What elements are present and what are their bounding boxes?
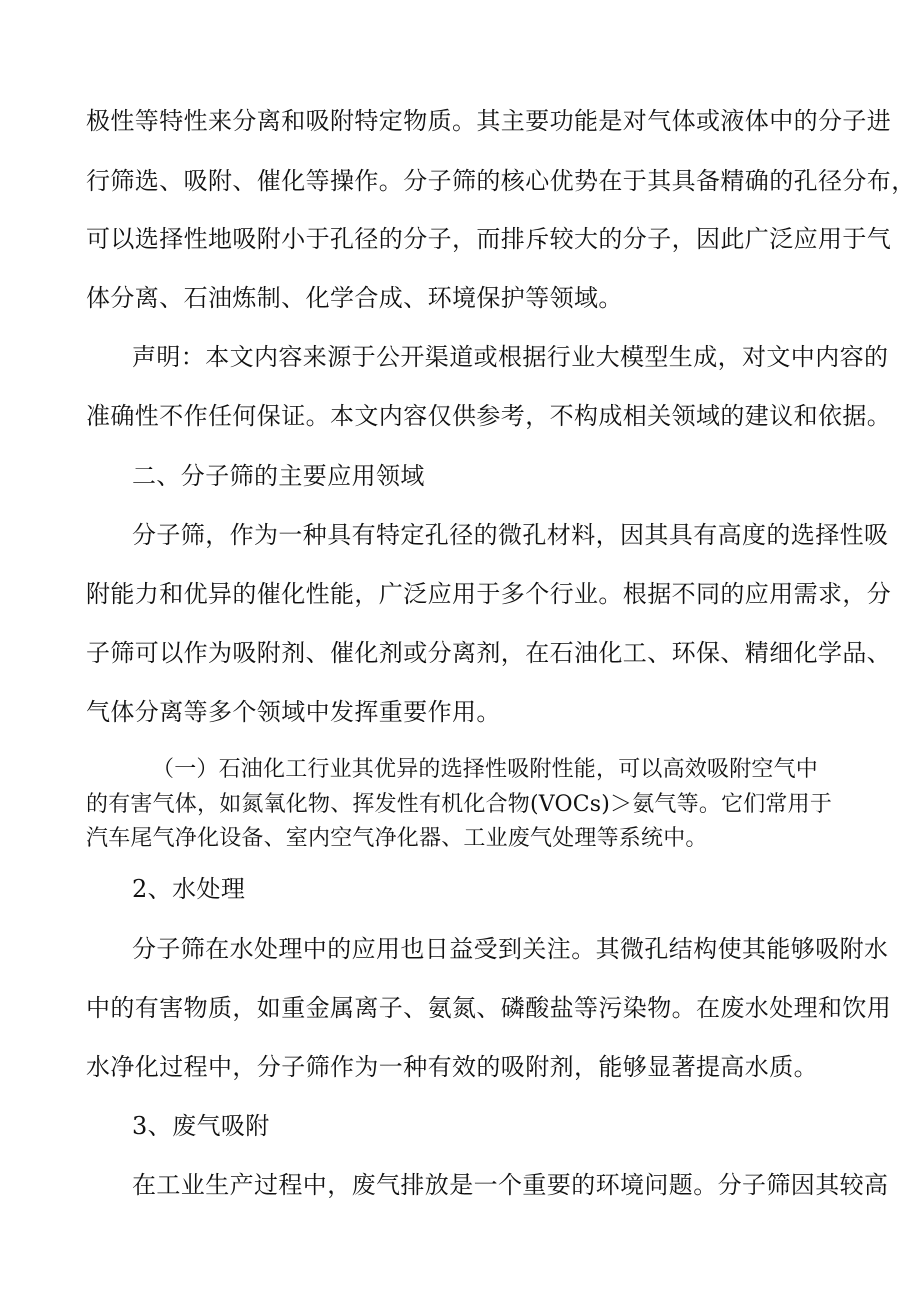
paragraph-line: 的有害气体，如氮氧化物、挥发性有机化合物(VOCs)＞氨气等。它们常用于 bbox=[86, 792, 833, 817]
disclaimer-line: 准确性不作任何保证。本文内容仅供参考，不构成相关领域的建议和依据。 bbox=[86, 402, 892, 430]
paragraph-line: 气体分离等多个领域中发挥重要作用。 bbox=[86, 698, 501, 726]
disclaimer-line: 声明：本文内容来源于公开渠道或根据行业大模型生成，对文中内容的 bbox=[132, 343, 889, 371]
paragraph-line: 在工业生产过程中，废气排放是一个重要的环境问题。分子筛因其较高 bbox=[132, 1171, 889, 1199]
paragraph-line: 附能力和优异的催化性能，广泛应用于多个行业。根据不同的应用需求，分 bbox=[86, 580, 892, 608]
paragraph-line: （一）石油化工行业其优异的选择性吸附性能，可以高效吸附空气中 bbox=[152, 757, 819, 782]
paragraph-line: 分子筛在水处理中的应用也日益受到关注。其微孔结构使其能够吸附水 bbox=[132, 935, 889, 963]
subsection-heading: 2、水处理 bbox=[132, 875, 246, 903]
paragraph-line: 水净化过程中，分子筛作为一种有效的吸附剂，能够显著提高水质。 bbox=[86, 1053, 818, 1081]
paragraph-line: 子筛可以作为吸附剂、催化剂或分离剂，在石油化工、环保、精细化学品、 bbox=[86, 639, 892, 667]
section-heading: 二、分子筛的主要应用领域 bbox=[132, 462, 425, 490]
paragraph-line: 可以选择性地吸附小于孔径的分子，而排斥较大的分子，因此广泛应用于气 bbox=[86, 225, 892, 253]
paragraph-line: 分子筛，作为一种具有特定孔径的微孔材料，因其具有高度的选择性吸 bbox=[132, 521, 889, 549]
paragraph-line: 汽车尾气净化设备、室内空气净化器、工业废气处理等系统中。 bbox=[86, 826, 708, 851]
paragraph-line: 行筛选、吸附、催化等操作。分子筛的核心优势在于其具备精确的孔径分布， bbox=[86, 167, 916, 195]
paragraph-line: 极性等特性来分离和吸附特定物质。其主要功能是对气体或液体中的分子进 bbox=[86, 107, 892, 135]
paragraph-line: 中的有害物质，如重金属离子、氨氮、磷酸盐等污染物。在废水处理和饮用 bbox=[86, 994, 892, 1022]
paragraph-line: 体分离、石油炼制、化学合成、环境保护等领域。 bbox=[86, 284, 623, 312]
subsection-heading: 3、废气吸附 bbox=[132, 1112, 270, 1140]
